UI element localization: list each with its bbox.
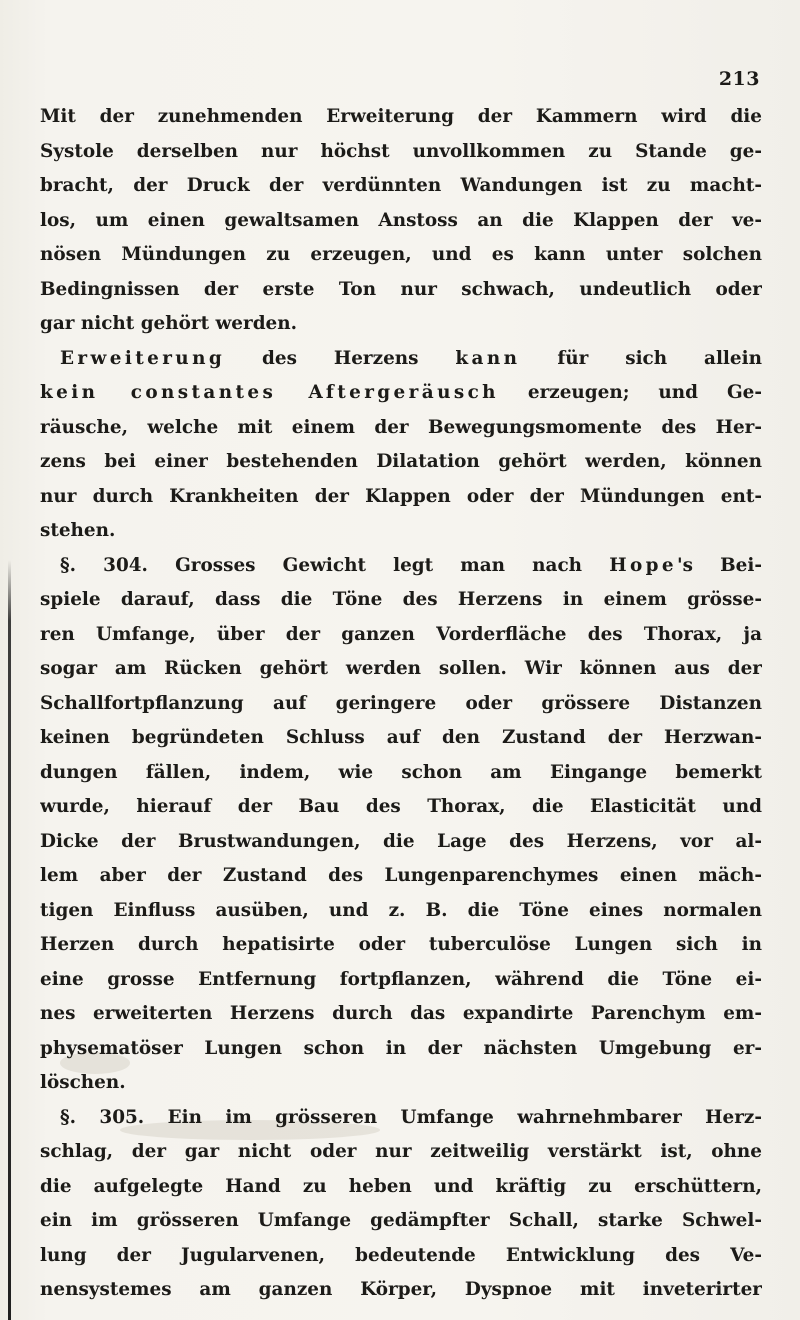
text-line: Schallfortpflanzung auf geringere oder grössere Distanzen [40, 692, 762, 714]
text-line: nur durch Krankheiten der Klappen oder der Mündungen ent- [40, 485, 762, 507]
text-line: lem aber der Zustand des Lungenparenchymes einen mäch- [40, 865, 762, 886]
text-line: schlag, der gar nicht oder nur zeitweilig verstärkt ist, ohne [40, 1141, 762, 1162]
text-line: die aufgelegte Hand zu heben und kräftig zu erschüttern, [40, 1175, 762, 1197]
text-line: nes erweiterten Herzens durch das expandirte Parenchym em- [40, 1003, 762, 1024]
text-line: keinen begründeten Schluss auf den Zustand der Herzwan- [40, 727, 762, 748]
text-line: eine grosse Entfernung fortpflanzen, während die Töne ei- [40, 968, 762, 990]
text-line: löschen. [40, 1072, 126, 1093]
emphasized-text: Erweiterung [60, 347, 226, 369]
text-line: dungen fällen, indem, wie schon am Eingange bemerkt [40, 761, 762, 783]
text-line: tigen Einfluss ausüben, und z. B. die Töne eines normalen [40, 899, 762, 921]
text-line: stehen. [40, 520, 116, 541]
page-number: 213 [718, 68, 760, 90]
body-text [40, 100, 762, 1308]
text-line: Herzen durch hepatisirte oder tuberculöse Lungen sich in [40, 934, 762, 955]
text-segment: §. 304. Grosses Gewicht legt man nach [60, 554, 610, 576]
text-line: gar nicht gehört werden. [40, 313, 298, 334]
text-line: räusche, welche mit einem der Bewegungsmomente des Her- [40, 416, 762, 438]
text-line: spiele darauf, dass die Töne des Herzens in einem grösse- [40, 589, 762, 610]
text-line: Mit der zunehmenden Erweiterung der Kammern wird die [40, 106, 762, 127]
text-segment: erzeugen; und Ge- [498, 382, 762, 403]
text-line: nösen Mündungen zu erzeugen, und es kann unter solchen [40, 244, 762, 265]
text-line: §. 305. Ein im grösseren Umfange wahrnehmbarer Herz- [60, 1106, 762, 1128]
emphasized-text: Hope [609, 554, 677, 576]
text-line: lung der Jugularvenen, bedeutende Entwicklung des Ve- [40, 1244, 762, 1266]
emphasized-text: kein constantes Aftergeräusch [40, 382, 499, 403]
text-line: sogar am Rücken gehört werden sollen. Wir können aus der [40, 658, 762, 679]
page-gutter-shadow [8, 560, 11, 1320]
text-line: los, um einen gewaltsamen Anstoss an die Klappen der ve- [40, 209, 762, 231]
text-line: wurde, hierauf der Bau des Thorax, die Elasticität und [40, 796, 762, 817]
emphasized-text: kann [455, 347, 521, 369]
text-line: Bedingnissen der erste Ton nur schwach, undeutlich oder [40, 278, 762, 300]
text-segment: des Herzens [225, 347, 456, 369]
text-line: Systole derselben nur höchst unvollkommen zu Stande ge- [40, 140, 762, 162]
text-line: Dicke der Brustwandungen, die Lage des Herzens, vor al- [40, 830, 762, 852]
text-line: ren Umfange, über der ganzen Vorderfläche des Thorax, ja [40, 623, 762, 645]
text-line: bracht, der Druck der verdünnten Wandungen ist zu macht- [40, 175, 762, 196]
text-line: nensystemes am ganzen Körper, Dyspnoe mit inveterirter [40, 1279, 762, 1300]
text-line [40, 342, 762, 377]
text-line: physematöser Lungen schon in der nächsten Umgebung er- [40, 1037, 762, 1059]
text-segment: 's Bei- [677, 554, 762, 576]
text-line: zens bei einer bestehenden Dilatation gehört werden, können [40, 451, 762, 472]
text-line [40, 376, 762, 411]
text-line: ein im grösseren Umfange gedämpfter Schall, starke Schwel- [40, 1210, 762, 1231]
text-line [40, 549, 762, 584]
text-segment: für sich allein [520, 347, 762, 369]
